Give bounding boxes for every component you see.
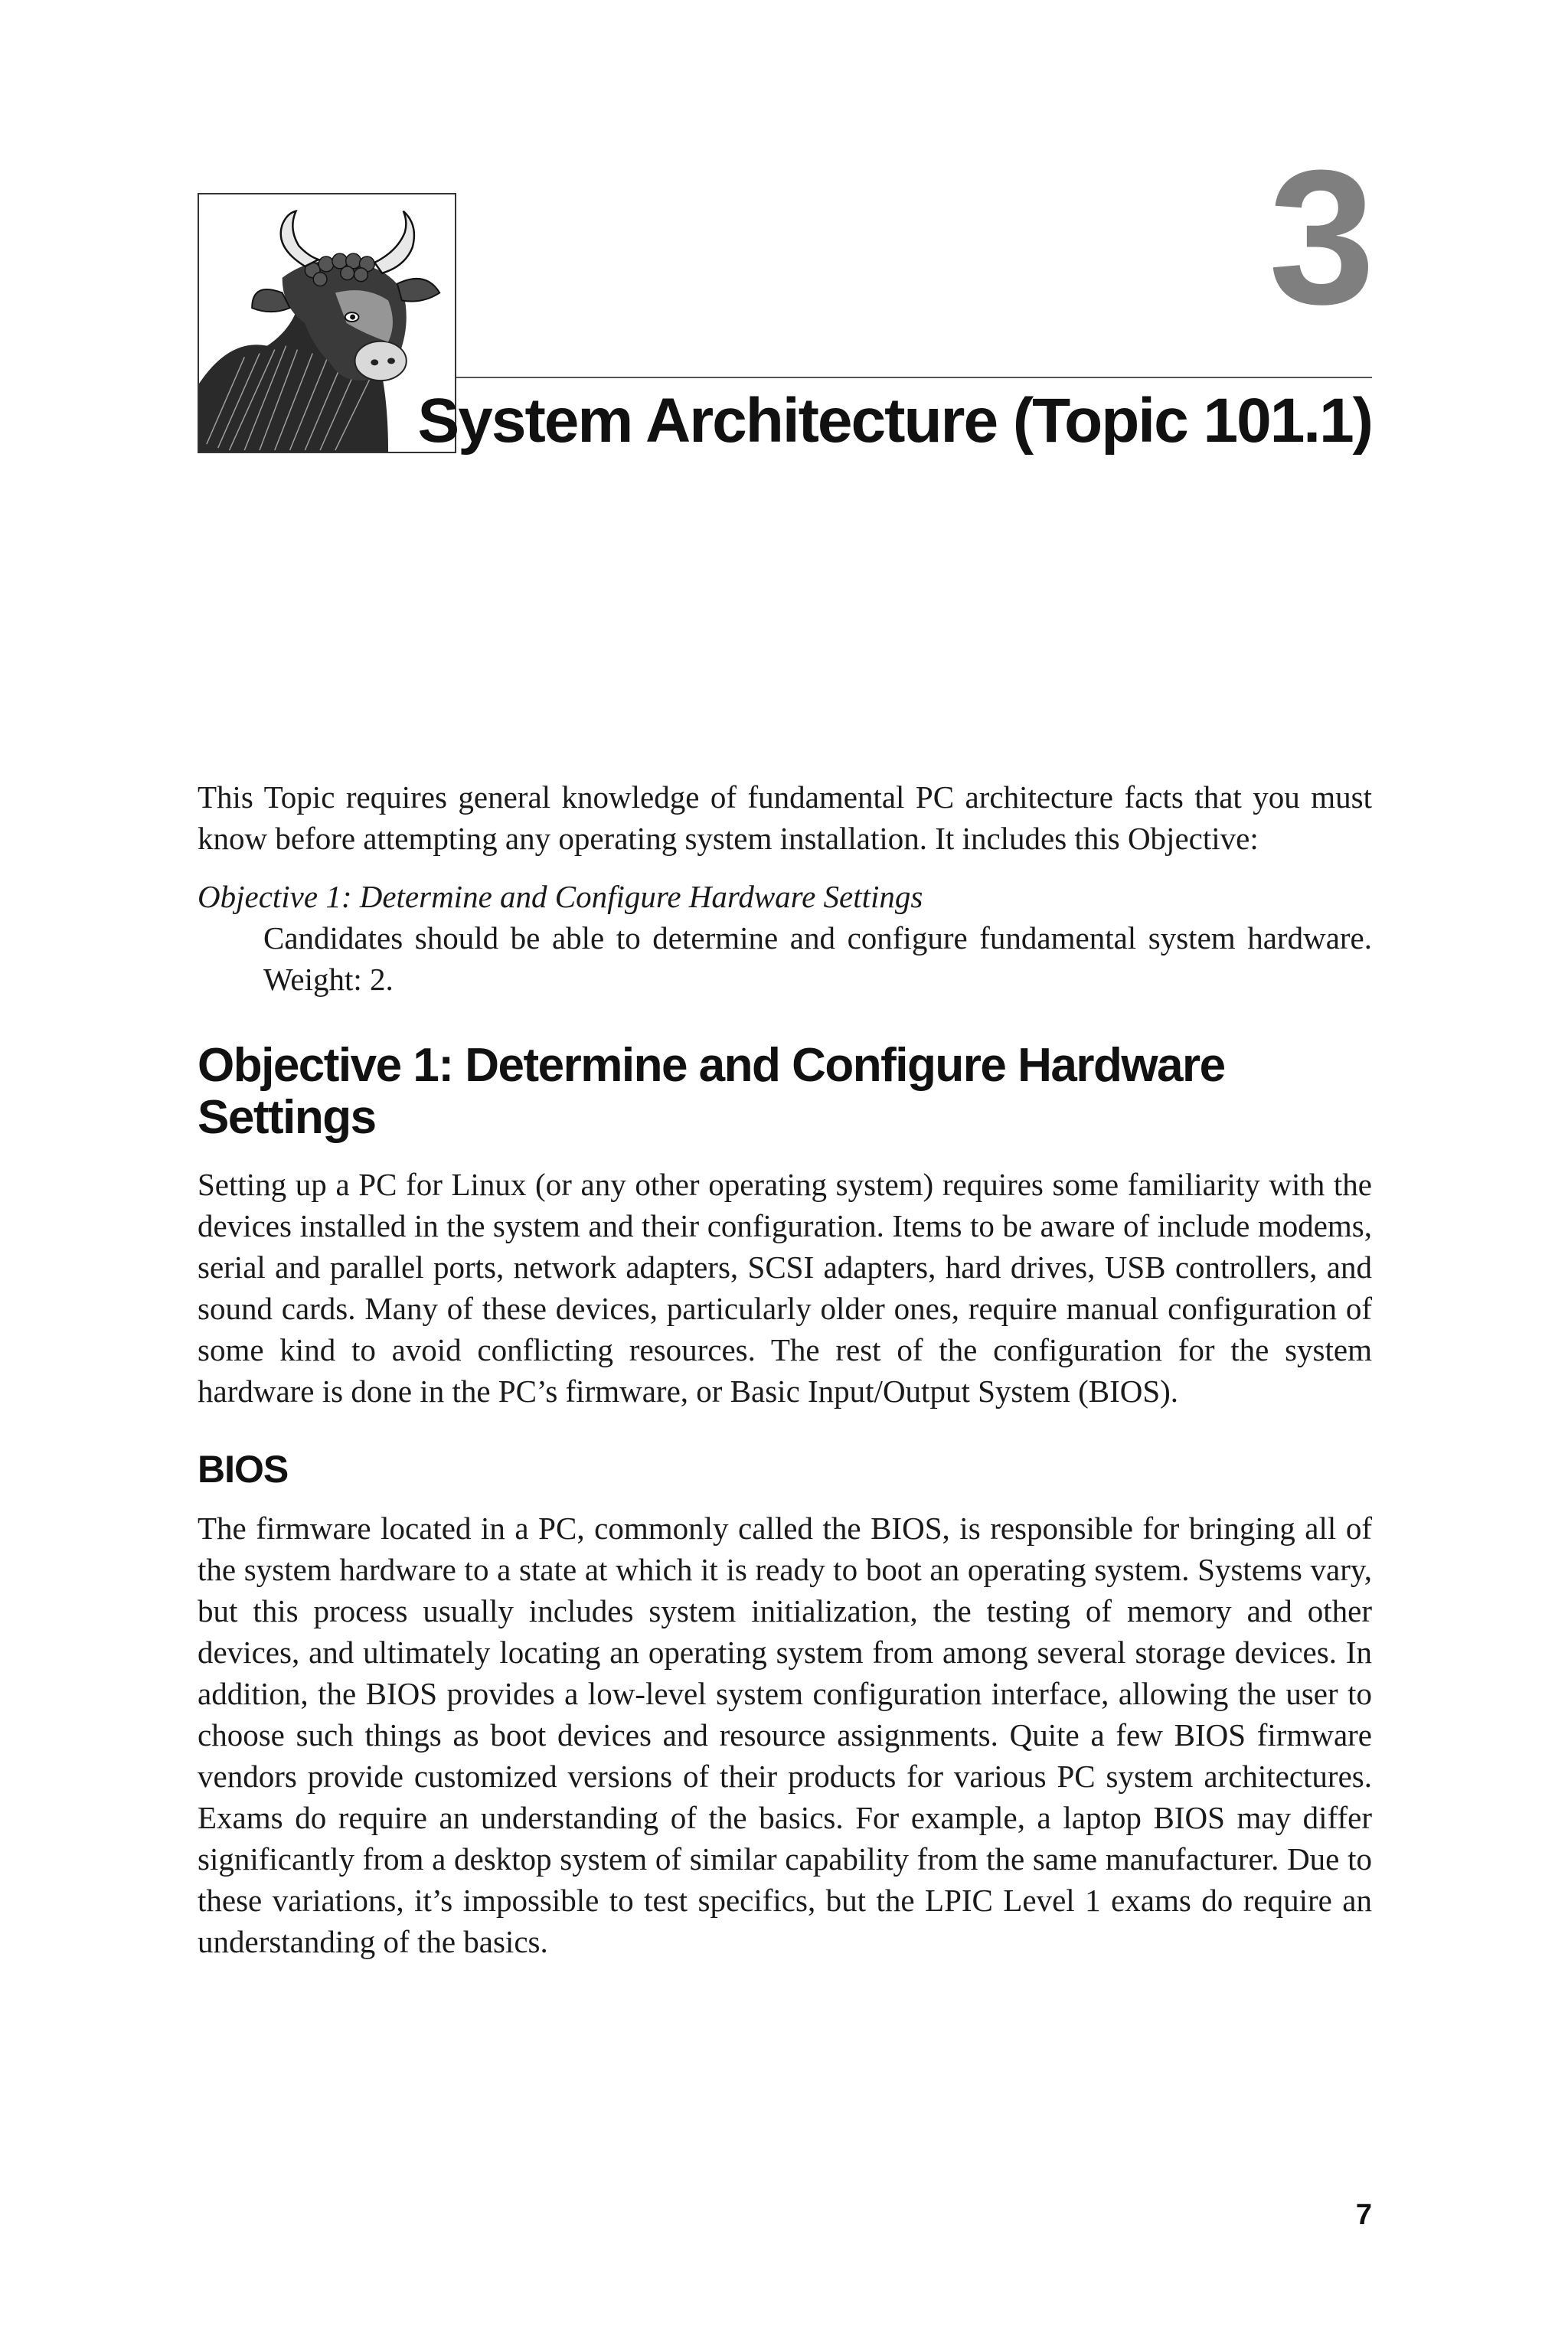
- bull-icon: [199, 194, 455, 452]
- subsection-heading-bios: BIOS: [198, 1448, 289, 1491]
- chapter-title: System Architecture (Topic 101.1): [417, 386, 1372, 456]
- page-body: [198, 776, 1372, 1962]
- objective-definition: Candidates should be able to determine and configure fundamental system hardware. Weight: 2.: [263, 920, 1372, 997]
- section-paragraph: Setting up a PC for Linux (or any other operating system) requires some familiarity with the devices installed in the system and their configuration. Items to be aware of include modems, serial and parallel ports, network adapters, SCSI adapters, hard drives, USB controllers, and sound cards. Many of these devices, particularly older ones, require manual configuration of some kind to avoid conflicting resources. The rest of the configuration for the system hardware is done in the PC’s firmware, or Basic Input/Output System (BIOS).: [198, 1167, 1372, 1410]
- bios-paragraph: The firmware located in a PC, commonly called the BIOS, is responsible for bringing all of the system hardware to a state at which it is ready to boot an operating system. Systems vary, but this process usually includes system initialization, the testing of memory and other devices, and ultimately locating an operating system from among several storage devices. In addition, the BIOS provides a low-level system configuration interface, allowing the user to choose such things as boot devices and resource assignments. Quite a few BIOS firmware vendors provide customized versions of their products for various PC system architectures. Exams do require an understanding of the basics. For example, a laptop BIOS may differ significantly from a desktop system of similar capability from the same manufacturer. Due to these variations, it’s impossible to test specifics, but the LPIC Level 1 exams do require an understanding of the basics.: [198, 1511, 1372, 1960]
- chapter-number: 3: [1268, 130, 1372, 344]
- page-number: 7: [1355, 2199, 1372, 2231]
- section-heading: Objective 1: Determine and Configure Hardware Settings: [198, 1039, 1225, 1145]
- chapter-divider-rule: [456, 377, 1372, 378]
- objective-term: Objective 1: Determine and Configure Hardware Settings: [198, 879, 923, 914]
- intro-paragraph: This Topic requires general knowledge of fundamental PC architecture facts that you must know before attempting any operating system installation. It includes this Objective:: [198, 779, 1372, 856]
- objective-list: [198, 876, 1372, 1000]
